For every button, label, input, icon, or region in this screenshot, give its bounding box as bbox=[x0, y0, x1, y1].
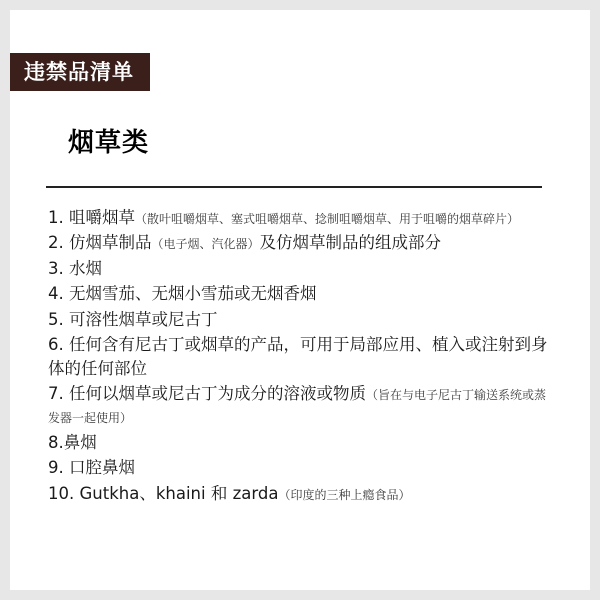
item-text: 水烟 bbox=[69, 258, 102, 278]
banner-label: 违禁品清单 bbox=[24, 59, 134, 84]
item-number: 7. bbox=[48, 383, 69, 403]
item-text: 仿烟草制品 bbox=[69, 233, 152, 253]
item-number: 3. bbox=[48, 258, 69, 278]
item-note: （散叶咀嚼烟草、塞式咀嚼烟草、捻制咀嚼烟草、用于咀嚼的烟草碎片） bbox=[135, 212, 520, 226]
item-text: 任何以烟草或尼古丁为成分的溶液或物质 bbox=[69, 383, 366, 403]
prohibited-items-list bbox=[48, 206, 548, 507]
item-number: 10. bbox=[48, 483, 80, 503]
item-text: 鼻烟 bbox=[63, 432, 97, 452]
item-number: 2. bbox=[48, 233, 69, 253]
item-number: 8. bbox=[48, 432, 64, 452]
item-text: 任何含有尼古丁或烟草的产品，可用于局部应用、植入或注射到身体的任何部位 bbox=[48, 335, 548, 378]
item-text: 咀嚼烟草 bbox=[69, 208, 135, 227]
list-item bbox=[48, 257, 548, 280]
list-item bbox=[48, 456, 548, 479]
list-item bbox=[48, 382, 548, 429]
item-text: Gutkha、khaini 和 zarda bbox=[79, 483, 279, 503]
page-title: 烟草类 bbox=[68, 128, 150, 158]
item-number: 5. bbox=[48, 309, 69, 329]
item-number: 9. bbox=[48, 458, 69, 478]
list-item bbox=[48, 333, 548, 380]
item-tail: 及仿烟草制品的组成部分 bbox=[259, 233, 442, 253]
item-number: 4. bbox=[48, 284, 69, 304]
title-divider bbox=[46, 186, 542, 188]
list-item bbox=[48, 206, 548, 229]
item-note: （电子烟、汽化器） bbox=[151, 237, 260, 252]
list-item bbox=[48, 482, 548, 505]
list-item bbox=[48, 431, 548, 454]
list-item bbox=[48, 308, 548, 331]
list-item bbox=[48, 282, 548, 305]
item-note: （旨在与电子尼古丁输送系统或蒸发器一起使用） bbox=[48, 387, 547, 426]
item-note: （印度的三种上瘾食品） bbox=[278, 487, 411, 502]
prohibited-items-banner bbox=[10, 53, 150, 91]
list-item bbox=[48, 231, 548, 254]
item-text: 口腔鼻烟 bbox=[69, 458, 135, 478]
item-number: 6. bbox=[48, 335, 69, 355]
item-text: 无烟雪茄、无烟小雪茄或无烟香烟 bbox=[69, 284, 317, 304]
item-number: 1. bbox=[48, 208, 69, 227]
item-text: 可溶性烟草或尼古丁 bbox=[69, 309, 218, 329]
